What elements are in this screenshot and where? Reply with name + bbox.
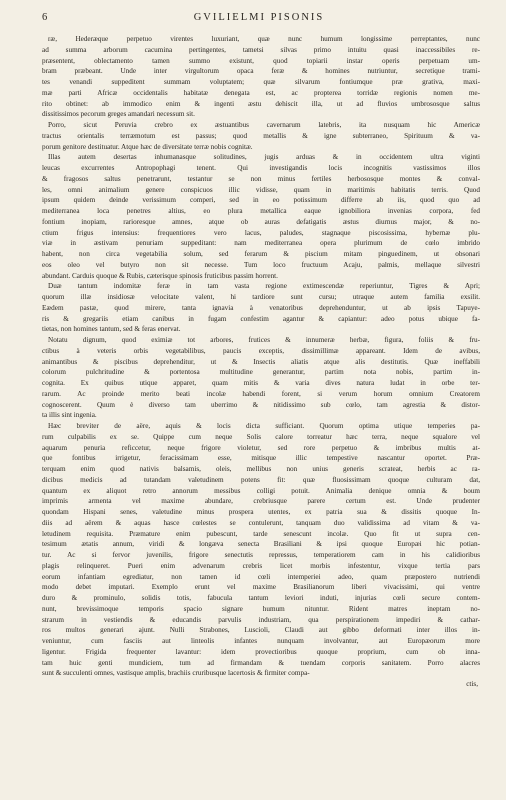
text-line: plagis relinqueret. Pueri enim advenarum crebris licet morbis infestentur, vixque tertia pars	[42, 561, 480, 570]
paragraph	[42, 281, 480, 335]
text-line: strarum in vestiendis & educandis parvulis industriam, qua perspirationem impediri & cathar-	[42, 615, 480, 624]
running-head: GVILIELMI PISONIS	[193, 12, 325, 23]
text-line: quorum illæ insidiosæ velocitate valent, hi tardiore sunt cursu; utraque autem familia exsilit.	[42, 293, 480, 301]
page-number: 6	[42, 12, 49, 23]
text-line: veniuntur, cum fasciis aut linteolis infantes nunquam involvantur, aut Europæorum more	[42, 637, 480, 645]
text-line: ris & gregariis etiam canibus in fugam confestim agantur & capiantur: adeo potus ubique fa-	[42, 314, 480, 323]
text-line: tietas, non homines tantum, sed & feras enervat.	[42, 325, 181, 334]
text-line: diis ad aërem & aquas hasce cœlestes se contulerunt, tanquam duo validissima ad vitam & va-	[42, 518, 480, 527]
text-line: ræ, Hederæque perpetuo virentes luxuriant, quæ nunc humum longissime perreptantes, nunc	[48, 35, 480, 43]
text-line: bram præbeant. Unde inter virgultorum opaca feræ & homines nutriuntur, secretique trami-	[42, 67, 480, 76]
text-line: les, omni animalium genere conspicuos illic vidisse, quam in maritimis habitatis terris. Quod	[42, 185, 480, 194]
text-line: mediterranea loca penetres altius, eo plura metallica eaque ignobiliora invenias corpora, fed	[42, 207, 480, 215]
text-line: ta illis sint ingenia.	[42, 411, 97, 420]
text-line: Duæ tantum indomitæ feræ in tam vasta regione extimescendæ reperiuntur, Tigres & Apri;	[48, 282, 480, 291]
text-line: imprimis armenta vel maxime abundare, crebriusque parere certum est. Unde prudenter	[42, 497, 480, 506]
paragraph	[42, 120, 480, 152]
text-line: Illas autem desertas inhumanasque solitudines, jugis arduas & in occidentem ultra viginti	[48, 153, 480, 162]
text-line: ipsum quidem deinde verissimum comperi, sed in eo potissimum differre ab iis, quod quo ad	[42, 196, 480, 205]
paragraph	[42, 335, 480, 421]
text-line: ligentur. Frigida frequenter lavantur: idem provectioribus quoque proprium, cum ob inna-	[42, 647, 480, 656]
text-line: quantum ex aliquot retro annorum messibus colligi potuit. Animalia denique omnia & boum	[42, 486, 480, 495]
text-line: eos oleo vel butyro non sit necesse. Tum loco fructuum Acaju, palmis, mellaque silvestri	[42, 260, 480, 269]
text-line: mæ parti Africæ occidentalis habitatæ denegata est, ac propterea torridæ regionis nomen me-	[42, 88, 480, 97]
text-line: viæ in æstivam penuriam suppeditant: nam mediterranea opera plurimum de cœlo imbrido	[42, 239, 480, 248]
text-line: letudinem requisita. Præmature enim pubescunt, tarde senescunt incolæ. Quo fit ut supra cen-	[42, 529, 480, 538]
text-line: porum genitore destituatur. Atque hæc de diversitate terræ nobis cognitæ.	[42, 142, 253, 151]
text-line: Hæc breviter de aëre, aquis & locis dicta sufficiant. Quorum optima utique temperies pa-	[48, 422, 480, 430]
text-line: fontium inopiam, rarioresque amnes, atque ob auras defatigatis æstus diurnus major, & no-	[42, 217, 480, 226]
text-line: ctibus à veteris orbis vegetabilibus, paucis exceptis, dissimillimæ appareant. Idem de avibus,	[42, 346, 480, 355]
text-line: rito obtinet: ab immodico enim & ingenti æstu dehiscit illa, ut ad fluvios umbrososque saltus	[42, 99, 480, 108]
text-line: sunt & succulenti omnes, vastisque amplis, brachiis cruribusque lacertosis & firmiter compa-	[42, 669, 310, 678]
text-line: tam huic genti mundiciem, tum ad firmandam & tuendam corporis sanitatem. Porro alacres	[42, 658, 480, 667]
text-line: abundant. Carduis quoque & Rubis, cæterisque spinosis fruticibus passim horrent.	[42, 271, 278, 280]
text-line: animantibus & piscibus deprehenditur, ut & Insectis aliatis atque alis destitutis. Quæ ineffabili	[42, 357, 480, 366]
text-line: duro & prominulo, solidis totis, fabucula tantum leviori induti, injurias cœli secure contem-	[42, 594, 480, 602]
text-line: tes venandi suppeditent summam voluptatem; quæ silvarum fontiumque præ grativa, maxi-	[42, 78, 480, 86]
text-line: ros multos generari ajunt. Nulli Strabones, Luscioli, Claudi aut gibbo deformati inter illos in-	[42, 626, 480, 635]
text-line: quondam Hispani senes, valetudine minus prospera utentes, ex patria sua & dissitis quoque In-	[42, 508, 480, 516]
text-line: & fragosos saltus penetrarunt, testantur se non minus fertiles herbososque montes & conval-	[42, 174, 480, 183]
text-line: ctium frigus intensius: frequentiores vero lacus, paludes, stagnaque piscosissima, hybernæ plu-	[42, 228, 480, 237]
text-line: præsentent, oblectamento tamen summo existunt, quod topiarii instar operis perpetuam um-	[42, 56, 480, 65]
text-line: dissitissimos pecorum greges amandari necessum sit.	[42, 110, 195, 119]
text-line: tractus orientalis terræmotum est passus; quod metallis & igne subterraneo, Spirituum & va-	[42, 131, 480, 140]
text-line: Eædem pastæ, quod mirere, tanta ignavia à venatoribus deprehenduntur, ut ab ipsis Tapuye-	[42, 303, 480, 312]
text-line: tesimum ætatis annum, viridi & longæva senecta Brasiliani & ipsi quoque Europæi hic potian-	[42, 540, 480, 549]
text-line: Porro, sicut Peruvia crebro ex æstuantibus cavernarum latebris, ita nusquam hic Americæ	[48, 121, 480, 129]
text-line: modo debet imputari. Exemplo erunt vel maxime Brasilianorum liberi vivacissimi, qui ventre	[42, 583, 480, 592]
text-line: Notatu dignum, quod eximiæ tot arbores, frutices & innumeræ herbæ, figura, foliis & fru-	[48, 336, 480, 344]
text-line: rarum. Ac proinde merito beati incolæ habendi forent, si verum horum omnium Creatorem	[42, 389, 480, 398]
text-line: habent, non circa vegetabilia solum, sed ferarum & piscium mitam pinguedinem, ut obsonari	[42, 250, 480, 258]
catchword: ctis,	[466, 680, 478, 688]
text-line: colorum pulchritudine & portentosa multitudine generantur, partim nota nobis, partim in-	[42, 368, 480, 377]
paragraph	[42, 152, 480, 281]
paragraph	[42, 421, 480, 679]
page-header	[42, 12, 480, 32]
text-line: tur. Ac si fervor juvenilis, frigore senectutis repressus, temperatiorem cam in his calidioribus	[42, 551, 480, 559]
text-line: dicibus medicis ad tutandam valetudinem potens fit: quæ fluosissimam quoque culturam dat,	[42, 475, 480, 484]
text-line: leucas excurrentes Antropophagi tenent. Qui investigandis locis incognitis vastissimos illos	[42, 164, 480, 172]
paragraph	[42, 34, 480, 120]
text-line: rum culpabilis ex se. Quippe cum neque Solis calore torreatur hæc terra, neque squalore vel	[42, 432, 480, 441]
text-line: que fontibus irrigetur, feracissimam esse, mitisque illic tempestive nascantur oportet. Præ-	[42, 454, 480, 463]
text-line: eorum infantiam egrediatur, non tamen id cœli intemperiei adeo, quam præpostero nutriendi	[42, 572, 480, 581]
body-text	[42, 34, 480, 679]
text-line: nunt, brevissimoque temporis spacio signare humum nituntur. Rident matres ineptam no-	[42, 604, 480, 613]
text-line: terquam enim quod nativis balsamis, oleis, mellibus non unius generis scrateat, herbis ac ra-	[42, 465, 480, 473]
text-line: cognita. Ex quibus utique apparet, quam mitis & varia dives natura ludat in orbe ter-	[42, 379, 480, 387]
text-line: aquarum penuria reficcetur, neque frigore violetur, sed rore perpetuo & imbribus multis at-	[42, 443, 480, 452]
text-line: ad summa arborum cacumina pertingentes, tametsi silvas primo intuitu quasi inaccessibiles re-	[42, 45, 480, 54]
text-line: cognoscerent. Quum è diverso tam uberrimo & nitidissimo sub cœlo, tam agrestia & distor-	[42, 400, 480, 409]
